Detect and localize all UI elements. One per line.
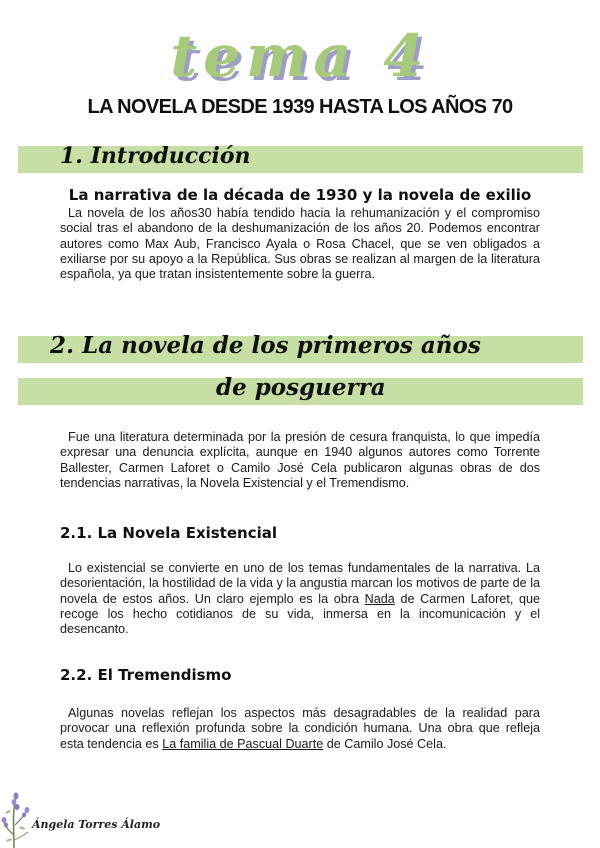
lavender-sprig-icon bbox=[0, 790, 32, 848]
text-tremendismo-after: de Camilo José Cela. bbox=[323, 736, 447, 751]
section-heading-introduccion: 1. Introducción bbox=[60, 143, 251, 169]
page-title: LA NOVELA DESDE 1939 HASTA LOS AÑOS 70 bbox=[87, 96, 513, 118]
paragraph-novela-existencial bbox=[60, 561, 540, 637]
work-title-pascual-duarte: La familia de Pascual Duarte bbox=[162, 736, 324, 751]
paragraph-posguerra: Fue una literatura determinada por la presión de cesura franquista, lo que impedía expresar una denuncia explícita, aunque en 1940 algunos autores como Torrente Ballester, Carmen Laforet o Camilo José Cela publicaron algunas obras de dos tendencias narrativas, la Novela Existencial y el Tremendismo. bbox=[60, 430, 540, 490]
subheading-narrativa-1930: La narrativa de la década de 1930 y la novela de exilio bbox=[68, 186, 532, 204]
text-existencial-before: Lo existencial se convierte en uno de los temas fundamentales de la narrativa. La desorientación, la hostilidad de la vida y la angustia marcan los motivos de parte de la novela de estos años. Un claro ejemplo es la obra bbox=[60, 561, 540, 606]
work-title-nada: Nada bbox=[364, 591, 395, 606]
section-heading-novela-existencial: 2.1. La Novela Existencial bbox=[60, 524, 278, 542]
section-heading-tremendismo: 2.2. El Tremendismo bbox=[60, 666, 232, 684]
section-heading-posguerra: de posguerra bbox=[216, 374, 386, 401]
tema-title: tema 4 bbox=[170, 22, 430, 90]
section-band-1 bbox=[18, 143, 583, 173]
text-existencial-after: de Carmen Laforet, que recoge los hecho cotidianos de su vida, inmersa en la incomunicación y el desencanto. bbox=[60, 591, 541, 637]
section-band-2a bbox=[18, 332, 583, 363]
text-tremendismo-before: Algunas novelas reflejan los aspectos más desagradables de la realidad para provocar una reflexión profunda sobre la condición humana. Una obra que refleja esta tendencia es bbox=[60, 706, 540, 751]
section-heading-primeros-anos: 2. La novela de los primeros años bbox=[50, 332, 481, 359]
section-band-2b bbox=[18, 374, 583, 405]
author-name: Ángela Torres Álamo bbox=[32, 818, 161, 831]
paragraph-tremendismo bbox=[60, 706, 540, 752]
paragraph-introduccion: La novela de los años30 había tendido hacia la rehumanización y el compromiso social tras el abandono de la deshumanización de los años 20. Podemos encontrar autores como Max Aub, Francisco Ayala o Rosa Chacel, que se ven obligados a exiliarse por su apoyo a la República. Sus obras se realizan al margen de la literatura española, ya que tratan insistentemente sobre la guerra. bbox=[60, 206, 540, 282]
